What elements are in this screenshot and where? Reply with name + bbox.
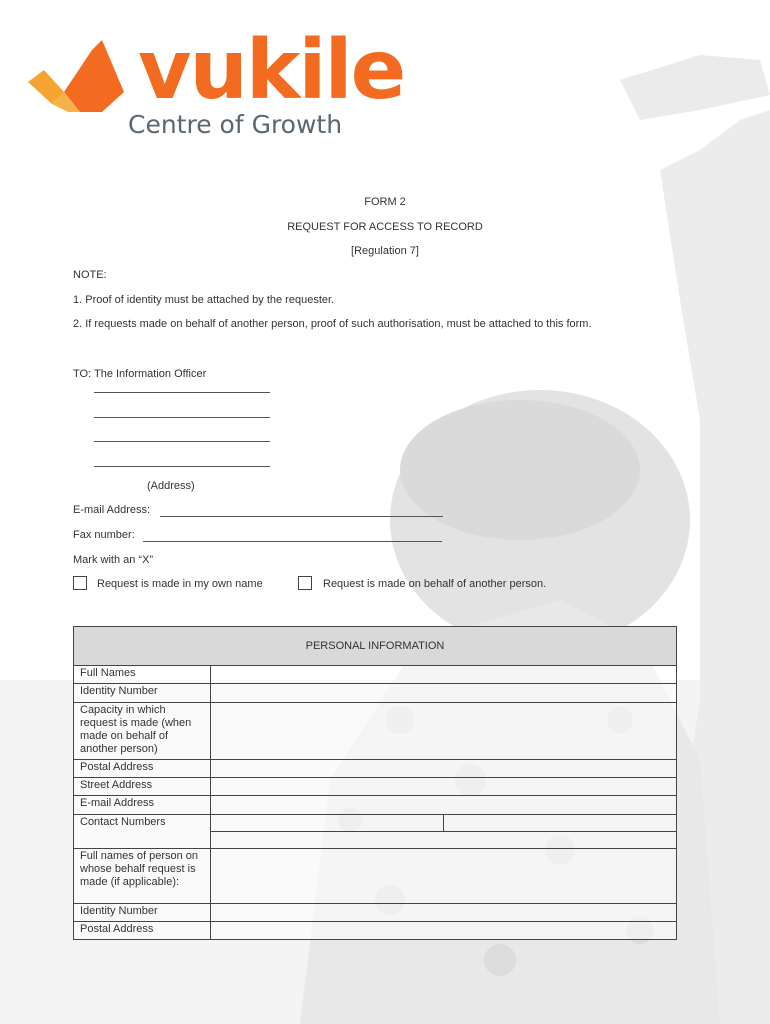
behalf-checkbox[interactable]: [298, 576, 312, 590]
address-line-2[interactable]: [94, 416, 270, 418]
address-line-1[interactable]: [94, 391, 270, 393]
form-number: FORM 2: [364, 196, 406, 208]
row-label: Contact Numbers: [74, 815, 211, 849]
row-label: Street Address: [74, 778, 211, 796]
email-address-field[interactable]: [211, 796, 677, 815]
contact-number-field-3[interactable]: [211, 832, 677, 849]
fax-label: Fax number:: [73, 529, 135, 541]
table-row: [74, 684, 677, 703]
street-address-field[interactable]: [211, 778, 677, 796]
row-label: E-mail Address: [74, 796, 211, 815]
table-row: [74, 796, 677, 815]
capacity-field[interactable]: [211, 703, 677, 760]
contact-number-field-1[interactable]: [211, 815, 444, 832]
table-row: [74, 815, 677, 832]
row-label: Identity Number: [74, 684, 211, 703]
vukile-logo: [28, 22, 405, 142]
to-information-officer: TO: The Information Officer: [73, 368, 207, 380]
personal-information-table: [73, 626, 677, 940]
row-label: Identity Number: [74, 904, 211, 922]
check-mark-logo-icon: [28, 32, 138, 142]
table-row: [74, 778, 677, 796]
behalf-postal-address-field[interactable]: [211, 922, 677, 940]
identity-number-field[interactable]: [211, 684, 677, 703]
table-row: [74, 922, 677, 940]
note-item-2: 2. If requests made on behalf of another person, proof of such authorisation, must be attached to this form.: [73, 318, 592, 330]
email-label: E-mail Address:: [73, 504, 151, 516]
address-line-4[interactable]: [94, 465, 270, 467]
mark-instruction: Mark with an “X”: [73, 554, 154, 566]
table-row: [74, 760, 677, 778]
row-label: Capacity in which request is made (when made on behalf of another person): [74, 703, 211, 760]
full-names-field[interactable]: [211, 666, 677, 684]
table-row: [74, 849, 677, 904]
regulation-ref: [Regulation 7]: [351, 245, 419, 257]
row-label: Postal Address: [74, 760, 211, 778]
form-title: REQUEST FOR ACCESS TO RECORD: [287, 221, 483, 233]
table-row: [74, 666, 677, 684]
note-heading: NOTE:: [73, 269, 107, 281]
behalf-identity-number-field[interactable]: [211, 904, 677, 922]
table-row: [74, 904, 677, 922]
note-item-1: 1. Proof of identity must be attached by the requester.: [73, 294, 335, 306]
row-label: Full Names: [74, 666, 211, 684]
address-line-3[interactable]: [94, 440, 270, 442]
address-caption: (Address): [147, 480, 195, 492]
contact-number-field-2[interactable]: [444, 815, 677, 832]
email-line[interactable]: [160, 515, 443, 517]
fax-line[interactable]: [143, 540, 442, 542]
postal-address-field[interactable]: [211, 760, 677, 778]
behalf-label: Request is made on behalf of another person.: [323, 578, 547, 590]
logo-wordmark: vukile: [138, 23, 405, 118]
behalf-full-names-field[interactable]: [211, 849, 677, 904]
row-label: Full names of person on whose behalf request is made (if applicable):: [74, 849, 211, 904]
own-name-label: Request is made in my own name: [97, 578, 263, 590]
table-row: [74, 703, 677, 760]
own-name-checkbox[interactable]: [73, 576, 87, 590]
row-label: Postal Address: [74, 922, 211, 940]
logo-tagline: Centre of Growth: [128, 110, 343, 139]
personal-info-header: PERSONAL INFORMATION: [74, 627, 677, 666]
